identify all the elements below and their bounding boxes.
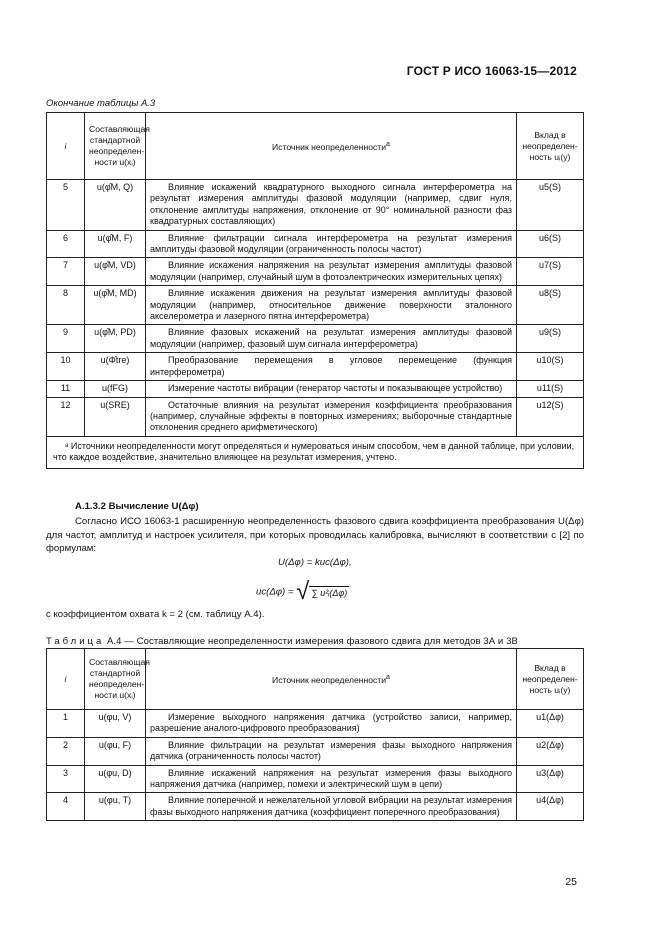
table-a3-caption: Окончание таблицы А.3: [46, 98, 156, 109]
table-a3: [46, 112, 584, 469]
section-paragraph: Согласно ИСО 16063-1 расширенную неопределенность фазового сдвига коэффициента преобразования U(Δφ) для частот, амплитуд и настроек усилителя, при которых проводилась калибровка, вычисляют в соответствии с [2] по формулам:: [46, 516, 584, 555]
table-row: [47, 353, 584, 381]
cell-source: Измерение выходного напряжения датчика (устройство записи, например, разрешение аналого-цифрового преобразования): [146, 710, 517, 738]
cell-i: 8: [47, 286, 85, 325]
header-col-source-text: Источник неопределенности: [272, 674, 387, 685]
cell-i: 11: [47, 381, 85, 397]
cell-u: u(fFG): [85, 381, 146, 397]
cell-u: u(φu, F): [85, 737, 146, 765]
cell-i: 2: [47, 737, 85, 765]
cell-source: Влияние фильтрации сигнала интерферометра на результат измерения амплитуды фазовой модуляции (ограниченность полосы частот): [146, 230, 517, 258]
page-number: 25: [565, 876, 577, 888]
table-row: [47, 793, 584, 821]
table-row: [47, 230, 584, 258]
header-col-i: i: [47, 113, 85, 180]
cell-contribution: u6(S): [517, 230, 584, 258]
cell-i: 6: [47, 230, 85, 258]
cell-source: Влияние искажения напряжения на результат измерения амплитуды фазовой модуляции (например, случайный шум в фотоэлектрических измерительных цепях): [146, 258, 517, 286]
header-col-u: Составляющая стандартной неопределен-ности u(xᵢ): [85, 649, 146, 710]
cell-contribution: u8(S): [517, 286, 584, 325]
cell-i: 7: [47, 258, 85, 286]
formula-radicand: ∑ u²ᵢ(Δφ): [311, 588, 348, 598]
cell-source: Остаточные влияния на результат измерения коэффициента преобразования (например, случайные эффекты в повторных измерениях; выборочные стандартные отклонения среднего арифметического): [146, 397, 517, 436]
table-header-row: [47, 649, 584, 710]
header-col-source-sup: а: [386, 141, 390, 149]
cell-i: 3: [47, 765, 85, 793]
cell-u: u(φ̂M, PD): [85, 325, 146, 353]
table-a4-caption: [46, 636, 518, 647]
cell-source: Измерение частоты вибрации (генератор частоты и показывающее устройство): [146, 381, 517, 397]
table-a4: [46, 648, 584, 821]
header-col-contribution: Вклад в неопределен-ность uᵢ(y): [517, 649, 584, 710]
cell-u: u(Φ̂tre): [85, 353, 146, 381]
cell-source: Влияние искажений напряжения на результат измерения фазы выходного напряжения датчика (например, помехи и электрический шум в цепи): [146, 765, 517, 793]
cell-u: u(φ̂M, Q): [85, 180, 146, 231]
cell-contribution: u3(Δφ): [517, 765, 584, 793]
cell-u: u(φu, T): [85, 793, 146, 821]
header-col-source-text: Источник неопределенности: [272, 141, 387, 152]
cell-u: u(φ̂M, VD): [85, 258, 146, 286]
cell-i: 1: [47, 710, 85, 738]
table-row: [47, 258, 584, 286]
cell-source: Влияние фильтрации на результат измерения фазы выходного напряжения датчика (ограниченность полосы частот): [146, 737, 517, 765]
cell-u: u(φ̂M, MD): [85, 286, 146, 325]
coverage-factor-text: с коэффициентом охвата k = 2 (см. таблицу А.4).: [46, 609, 265, 620]
header-col-source: [146, 113, 517, 180]
table-row: [47, 765, 584, 793]
table-row: [47, 737, 584, 765]
table-footnote: ᵃ Источники неопределенности могут определяться и нумероваться иным способом, чем в данной таблице, при условии, что каждое воздействие, значительно влияющее на результат измерения, учтено.: [47, 436, 584, 468]
table-footnote-row: [47, 436, 584, 468]
cell-contribution: u2(Δφ): [517, 737, 584, 765]
cell-i: 12: [47, 397, 85, 436]
document-standard-header: ГОСТ Р ИСО 16063-15—2012: [406, 64, 577, 78]
cell-source: Влияние фазовых искажений на результат измерения амплитуды фазовой модуляции (например, фазовый шум сигнала интерферометра): [146, 325, 517, 353]
cell-contribution: u4(Δφ): [517, 793, 584, 821]
header-col-source: [146, 649, 517, 710]
header-col-u: Составляющая стандартной неопределен-ности u(xᵢ): [85, 113, 146, 180]
table-row: [47, 286, 584, 325]
cell-contribution: u7(S): [517, 258, 584, 286]
cell-i: 4: [47, 793, 85, 821]
table-a4-caption-prefix: Таблица: [46, 636, 105, 647]
header-col-contribution: Вклад в неопределен-ность uᵢ(y): [517, 113, 584, 180]
cell-source: Влияние искажений квадратурного выходного сигнала интерферометра на результат измерения амплитуды фазовой модуляции (например, сдвиг нуля, отклонение амплитуды напряжения, отклонение от 90° номинальной разности фаз квадратурных составляющих): [146, 180, 517, 231]
table-row: [47, 381, 584, 397]
table-row: [47, 397, 584, 436]
cell-u: u(φu, D): [85, 765, 146, 793]
sqrt-icon: √: [296, 578, 310, 605]
header-col-i: i: [47, 649, 85, 710]
cell-contribution: u12(S): [517, 397, 584, 436]
cell-u: u(SRE): [85, 397, 146, 436]
cell-source: Влияние поперечной и нежелательной угловой вибрации на результат измерения фазы выходного напряжения датчика (коэффициент поперечного преобразования): [146, 793, 517, 821]
table-a4-caption-text: А.4 — Составляющие неопределенности измерения фазового сдвига для методов 3А и 3В: [107, 636, 518, 647]
header-col-source-sup: а: [386, 674, 390, 682]
table-row: [47, 325, 584, 353]
sqrt-expression: [296, 580, 349, 604]
cell-i: 10: [47, 353, 85, 381]
cell-u: u(φu, V): [85, 710, 146, 738]
table-row: [47, 710, 584, 738]
cell-contribution: u5(S): [517, 180, 584, 231]
cell-source: Преобразование перемещения в угловое перемещение (функция интерферометра): [146, 353, 517, 381]
formula-expanded-uncertainty: U(Δφ) = kuc(Δφ),: [278, 557, 352, 568]
cell-source: Влияние искажения движения на результат измерения амплитуды фазовой модуляции (например, относительное движение поверхности эталонного акселерометра и лазерного пятна интерферометра): [146, 286, 517, 325]
table-header-row: [47, 113, 584, 180]
cell-contribution: u11(S): [517, 381, 584, 397]
cell-contribution: u9(S): [517, 325, 584, 353]
cell-u: u(φ̂M, F): [85, 230, 146, 258]
section-heading: А.1.3.2 Вычисление U(Δφ): [75, 501, 199, 512]
formula-lhs: uc(Δφ) =: [256, 586, 294, 598]
cell-i: 5: [47, 180, 85, 231]
table-row: [47, 180, 584, 231]
cell-i: 9: [47, 325, 85, 353]
cell-contribution: u1(Δφ): [517, 710, 584, 738]
cell-contribution: u10(S): [517, 353, 584, 381]
formula-combined-uncertainty: [256, 580, 349, 604]
